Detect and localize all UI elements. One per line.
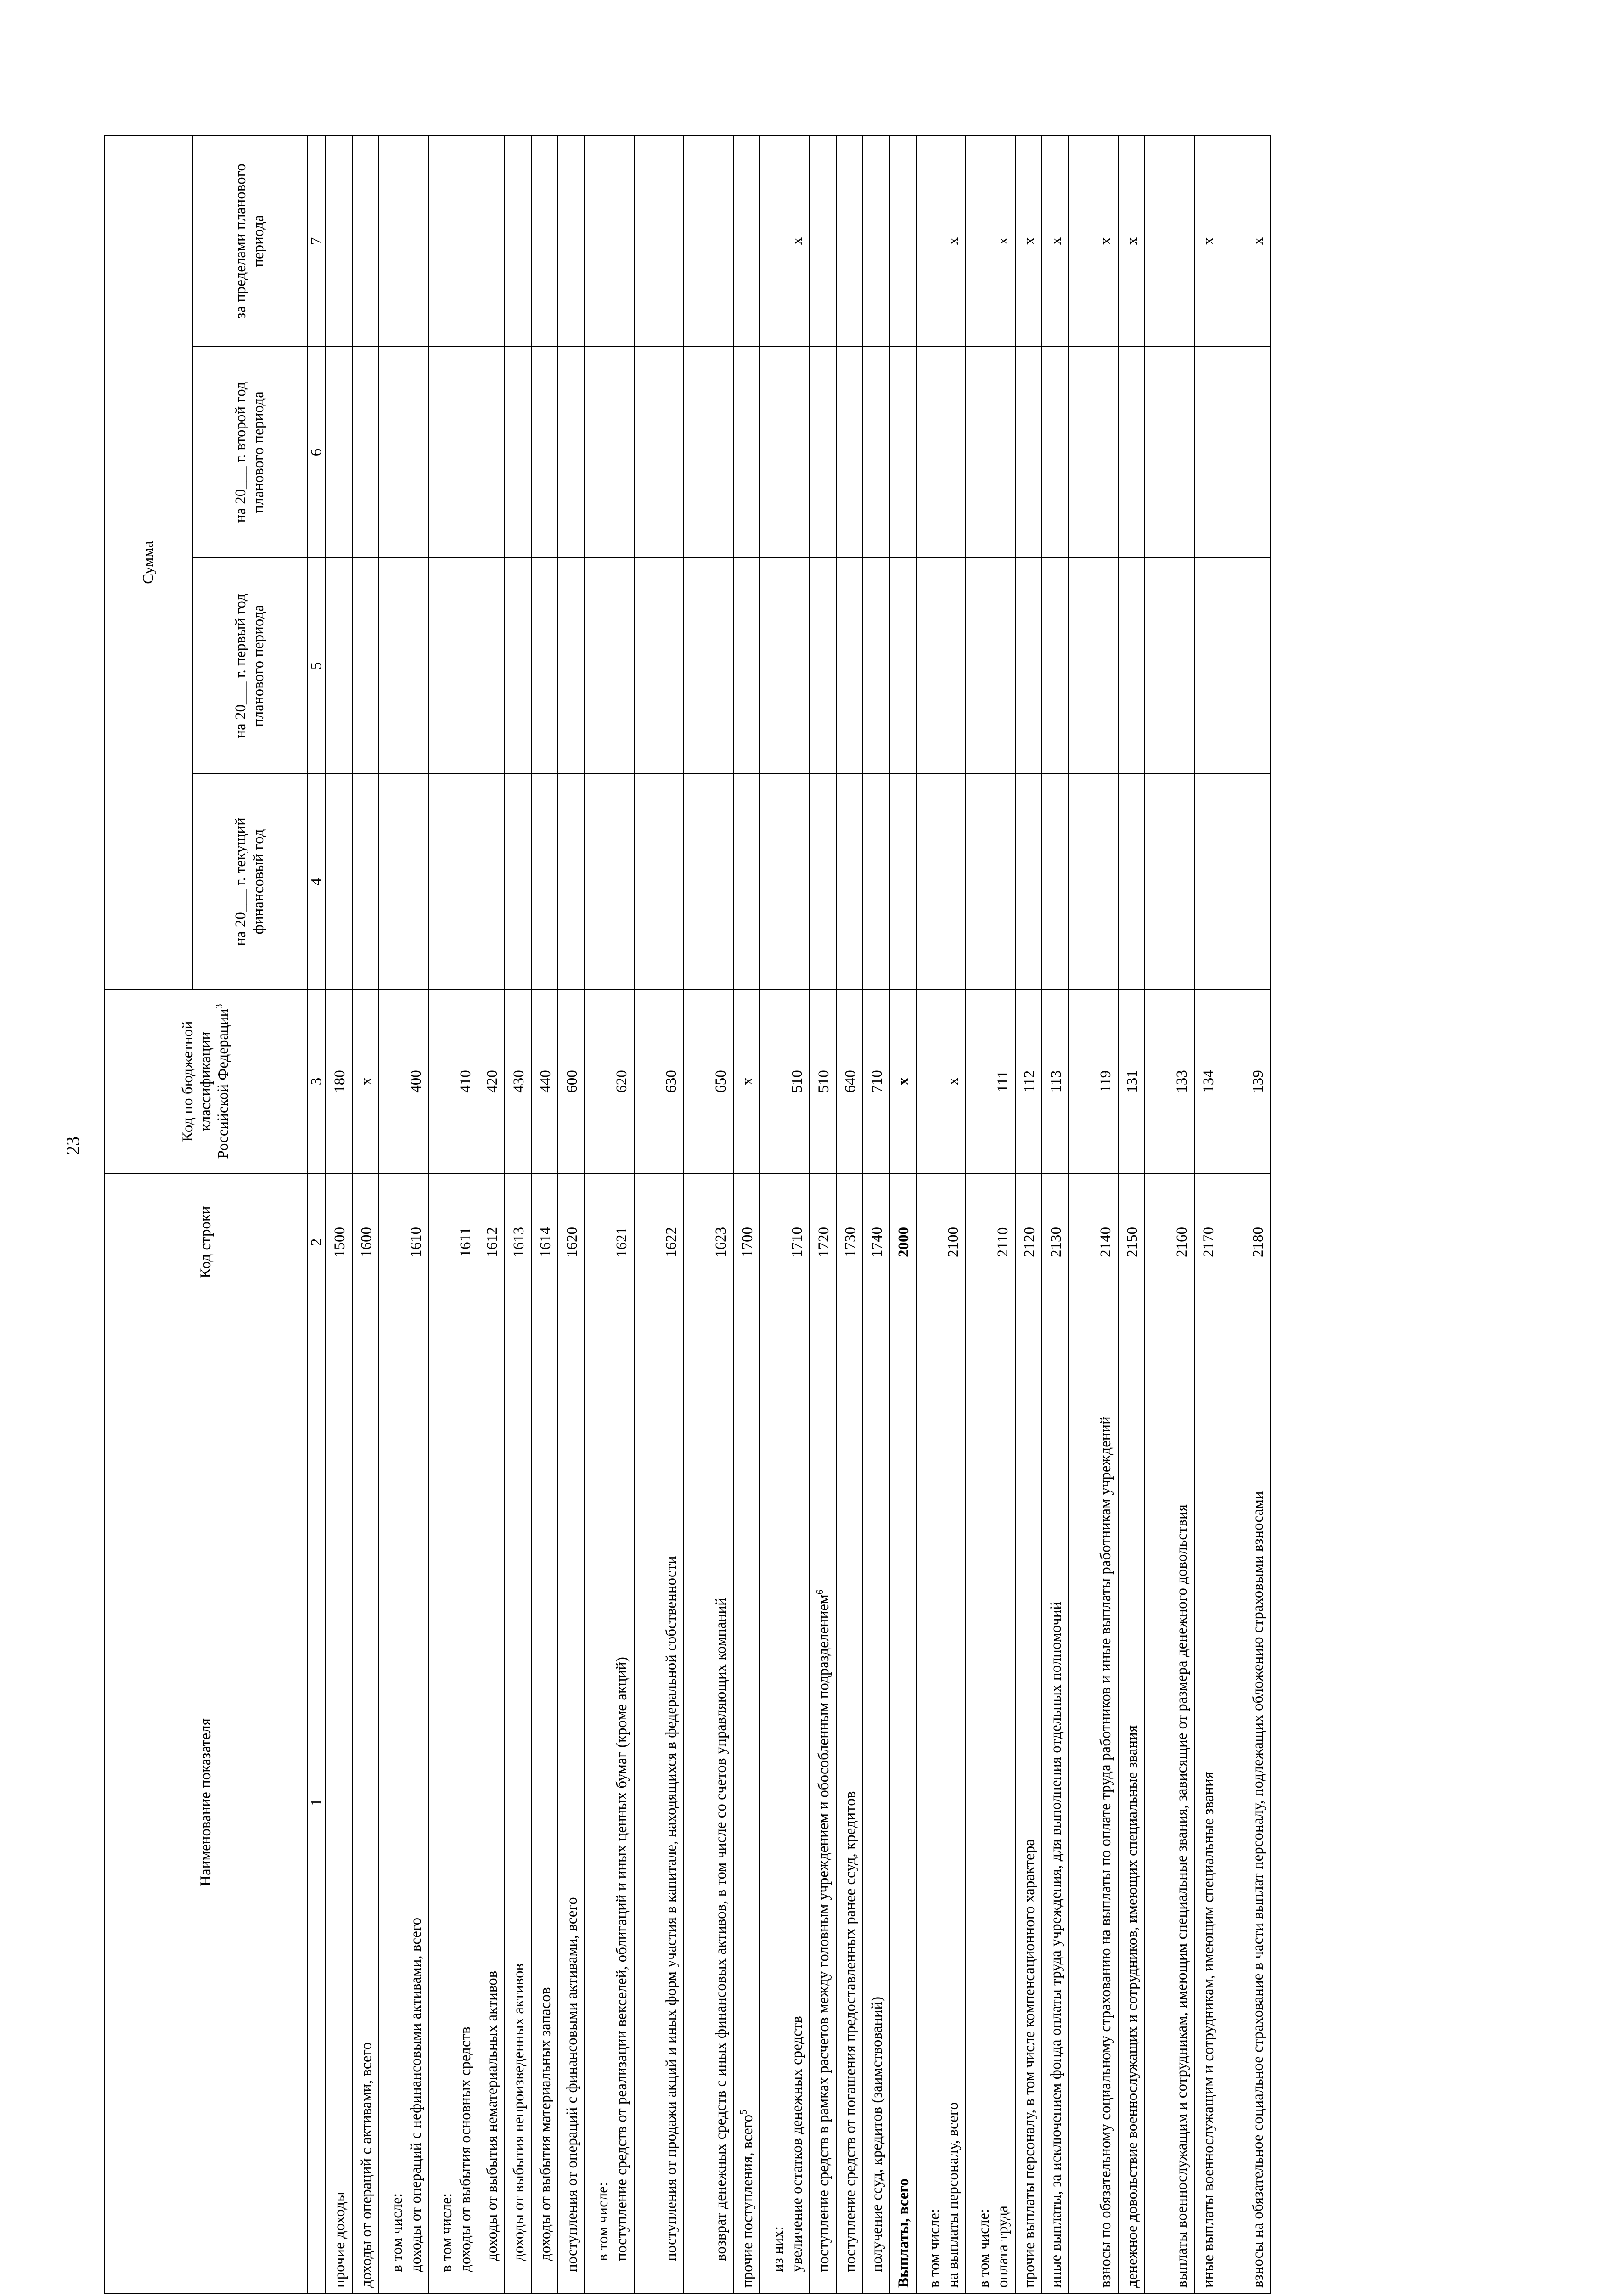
row-budget-code: 510 (810, 990, 836, 1173)
sum-beyond-plan: x (1042, 135, 1069, 347)
table-row (1145, 135, 1194, 2294)
row-line-code: 1730 (836, 1173, 863, 1311)
sum-second-plan-year (1042, 347, 1069, 558)
sum-beyond-plan: x (1015, 135, 1042, 347)
sum-beyond-plan (1145, 135, 1194, 347)
row-line-code: 1622 (634, 1173, 684, 1311)
row-indicator-name (684, 1311, 733, 2294)
header-beyond-plan: за пределами планового периода (192, 135, 307, 347)
sum-current-year (1118, 774, 1145, 990)
row-budget-code: 640 (836, 990, 863, 1173)
row-line-code: 1600 (352, 1173, 379, 1311)
row-line-code: 2100 (916, 1173, 966, 1311)
sum-first-plan-year (428, 558, 478, 774)
row-line-code: 1610 (379, 1173, 428, 1311)
row-budget-code: 113 (1042, 990, 1069, 1173)
row-name: поступление средств в рамках расчетов между головным учреждением и обособленным подразделением (816, 1594, 832, 2272)
sum-current-year (585, 774, 634, 990)
sum-current-year (1221, 774, 1271, 990)
sum-second-plan-year (684, 347, 733, 558)
sum-first-plan-year (863, 558, 889, 774)
sum-second-plan-year (505, 347, 531, 558)
sum-first-plan-year (889, 558, 916, 774)
row-line-code: 2170 (1194, 1173, 1221, 1311)
row-indicator-name (352, 1311, 379, 2294)
row-line-code: 1710 (760, 1173, 810, 1311)
header-second-plan-year: на 20___ г. второй год планового периода (192, 347, 307, 558)
sum-beyond-plan: x (966, 135, 1015, 347)
row-indicator-name (478, 1311, 505, 2294)
sum-first-plan-year (810, 558, 836, 774)
column-number: 5 (307, 558, 326, 774)
sum-first-plan-year (1015, 558, 1042, 774)
row-budget-code: 131 (1118, 990, 1145, 1173)
row-prefix: в том числе: (438, 2193, 455, 2272)
sum-current-year (1145, 774, 1194, 990)
sum-first-plan-year (379, 558, 428, 774)
row-line-code: 1621 (585, 1173, 634, 1311)
table-row (352, 135, 379, 2294)
sum-second-plan-year (1194, 347, 1221, 558)
sum-current-year (916, 774, 966, 990)
row-line-code: 2130 (1042, 1173, 1069, 1311)
row-indicator-name (916, 1311, 966, 2294)
row-indicator-name (863, 1311, 889, 2294)
row-name: Выплаты, всего (895, 2178, 912, 2288)
sum-second-plan-year (352, 347, 379, 558)
row-line-code: 2000 (889, 1173, 916, 1311)
table-row (733, 135, 760, 2294)
table-row (1015, 135, 1042, 2294)
sum-first-plan-year (585, 558, 634, 774)
sum-beyond-plan: x (1118, 135, 1145, 347)
sum-first-plan-year (531, 558, 558, 774)
row-budget-code: 400 (379, 990, 428, 1173)
sum-second-plan-year (326, 347, 352, 558)
table-row (558, 135, 585, 2294)
sum-beyond-plan (889, 135, 916, 347)
sum-second-plan-year (1118, 347, 1145, 558)
sum-first-plan-year (733, 558, 760, 774)
sum-beyond-plan (352, 135, 379, 347)
sum-beyond-plan: x (1194, 135, 1221, 347)
sum-second-plan-year (1069, 347, 1118, 558)
sum-beyond-plan: x (1221, 135, 1271, 347)
sum-current-year (352, 774, 379, 990)
sum-beyond-plan: x (1069, 135, 1118, 347)
row-name: увеличение остатков денежных средств (789, 2016, 806, 2272)
row-name: иные выплаты военнослужащим и сотрудникам, имеющим специальные звания (1200, 1772, 1217, 2288)
row-line-code: 1740 (863, 1173, 889, 1311)
row-line-code: 1614 (531, 1173, 558, 1311)
sum-current-year (733, 774, 760, 990)
sum-current-year (863, 774, 889, 990)
sum-second-plan-year (379, 347, 428, 558)
row-name: доходы от выбытия непроизведенных активов (511, 1963, 528, 2261)
row-name: поступления от операций с финансовыми активами, всего (564, 1897, 581, 2272)
table-row (326, 135, 352, 2294)
row-line-code: 1500 (326, 1173, 352, 1311)
sum-second-plan-year (634, 347, 684, 558)
sum-current-year (1015, 774, 1042, 990)
column-number: 1 (307, 1311, 326, 2294)
row-name: доходы от выбытия материальных запасов (537, 1987, 554, 2261)
sum-first-plan-year (1069, 558, 1118, 774)
footnote-marker: 5 (738, 2110, 749, 2115)
table-row (585, 135, 634, 2294)
row-budget-code: 111 (966, 990, 1015, 1173)
sum-first-plan-year (505, 558, 531, 774)
sum-beyond-plan (810, 135, 836, 347)
sum-first-plan-year (760, 558, 810, 774)
sum-second-plan-year (558, 347, 585, 558)
row-name: прочие поступления, всего (739, 2114, 756, 2288)
row-line-code: 2120 (1015, 1173, 1042, 1311)
row-name: доходы от выбытия основных средств (457, 2026, 474, 2272)
row-line-code: 1720 (810, 1173, 836, 1311)
row-line-code: 2110 (966, 1173, 1015, 1311)
row-indicator-name (889, 1311, 916, 2294)
sum-beyond-plan (634, 135, 684, 347)
row-name: прочие доходы (332, 2191, 349, 2288)
sum-first-plan-year (352, 558, 379, 774)
plan-table (104, 135, 1271, 2294)
row-indicator-name (760, 1311, 810, 2294)
header-budget-code: Код по бюджетной классификации Российской Федерации$^3$ (104, 990, 307, 1173)
row-budget-code: 134 (1194, 990, 1221, 1173)
row-line-code: 2180 (1221, 1173, 1271, 1311)
column-number: 4 (307, 774, 326, 990)
row-budget-code: x (733, 990, 760, 1173)
sum-second-plan-year (428, 347, 478, 558)
row-name: поступление средств от реализации векселей, облигаций и иных ценных бумаг (кроме акций) (613, 1657, 630, 2261)
row-prefix: в том числе: (594, 2182, 611, 2261)
row-name: выплаты военнослужащим и сотрудникам, имеющим специальные звания, зависящие от размера денежного довольствия (1174, 1504, 1191, 2288)
sum-first-plan-year (326, 558, 352, 774)
row-line-code: 2160 (1145, 1173, 1194, 1311)
sum-beyond-plan (478, 135, 505, 347)
sum-second-plan-year (889, 347, 916, 558)
sum-current-year (531, 774, 558, 990)
sum-current-year (684, 774, 733, 990)
table-row (684, 135, 733, 2294)
row-prefix: из них: (770, 2226, 787, 2272)
row-name: иные выплаты, за исключением фонда оплаты труда учреждения, для выполнения отдельных полномочий (1048, 1601, 1065, 2288)
row-name: на выплаты персоналу, всего (945, 2102, 962, 2288)
row-indicator-name (326, 1311, 352, 2294)
header-sum-group: Сумма (104, 135, 192, 990)
table-row (966, 135, 1015, 2294)
row-budget-code: 119 (1069, 990, 1118, 1173)
sum-second-plan-year (966, 347, 1015, 558)
sum-second-plan-year (810, 347, 836, 558)
table-row (379, 135, 428, 2294)
row-prefix: в том числе: (926, 2208, 943, 2288)
sum-first-plan-year (634, 558, 684, 774)
sum-beyond-plan (558, 135, 585, 347)
sum-first-plan-year (836, 558, 863, 774)
page-number: 23 (62, 1137, 83, 1155)
column-number: 3 (307, 990, 326, 1173)
sum-beyond-plan (585, 135, 634, 347)
row-line-code: 1611 (428, 1173, 478, 1311)
header-indicator-name: Наименование показателя (104, 1311, 307, 2294)
sum-beyond-plan: x (916, 135, 966, 347)
sum-first-plan-year (1145, 558, 1194, 774)
header-current-year: на 20___ г. текущий финансовый год (192, 774, 307, 990)
column-number: 6 (307, 347, 326, 558)
sum-first-plan-year (1118, 558, 1145, 774)
sum-current-year (1042, 774, 1069, 990)
sum-second-plan-year (836, 347, 863, 558)
row-budget-code: 139 (1221, 990, 1271, 1173)
sum-first-plan-year (966, 558, 1015, 774)
row-line-code: 2140 (1069, 1173, 1118, 1311)
sum-beyond-plan (379, 135, 428, 347)
row-indicator-name (379, 1311, 428, 2294)
row-name: прочие выплаты персоналу, в том числе компенсационного характера (1021, 1839, 1038, 2288)
row-indicator-name (733, 1311, 760, 2294)
row-indicator-name (966, 1311, 1015, 2294)
sum-beyond-plan (505, 135, 531, 347)
table-header (104, 135, 326, 2294)
table-row (760, 135, 810, 2294)
sum-second-plan-year (1015, 347, 1042, 558)
sum-second-plan-year (733, 347, 760, 558)
sum-current-year (836, 774, 863, 990)
sum-current-year (760, 774, 810, 990)
footnote-marker: 6 (814, 1589, 826, 1595)
row-name: денежное довольствие военнослужащих и сотрудников, имеющих специальные звания (1124, 1725, 1141, 2288)
row-indicator-name (428, 1311, 478, 2294)
sum-first-plan-year (558, 558, 585, 774)
row-indicator-name (1042, 1311, 1069, 2294)
row-name: доходы от операций с активами, всего (358, 2042, 375, 2288)
row-indicator-name (1118, 1311, 1145, 2294)
table-row (1194, 135, 1221, 2294)
table-row (916, 135, 966, 2294)
sum-current-year (558, 774, 585, 990)
row-prefix: в том числе: (975, 2208, 992, 2288)
sum-second-plan-year (585, 347, 634, 558)
sum-second-plan-year (1221, 347, 1271, 558)
row-budget-code: x (889, 990, 916, 1173)
sum-beyond-plan (733, 135, 760, 347)
table-row (1069, 135, 1118, 2294)
row-line-code: 1620 (558, 1173, 585, 1311)
sum-current-year (634, 774, 684, 990)
sum-current-year (966, 774, 1015, 990)
row-budget-code: 510 (760, 990, 810, 1173)
header-first-plan-year: на 20___ г. первый год планового периода (192, 558, 307, 774)
table-row (634, 135, 684, 2294)
sum-first-plan-year (684, 558, 733, 774)
sum-beyond-plan: x (760, 135, 810, 347)
table-row (810, 135, 836, 2294)
sum-current-year (326, 774, 352, 990)
row-line-code: 1613 (505, 1173, 531, 1311)
table-body (326, 135, 1271, 2294)
row-name: получение ссуд, кредитов (заимствований) (869, 1996, 886, 2272)
sum-beyond-plan (863, 135, 889, 347)
row-budget-code: 420 (478, 990, 505, 1173)
row-name: доходы от операций с нефинансовыми активами, всего (408, 1917, 425, 2272)
row-indicator-name (836, 1311, 863, 2294)
row-indicator-name (634, 1311, 684, 2294)
table-row (836, 135, 863, 2294)
table-row (1118, 135, 1145, 2294)
table-row (478, 135, 505, 2294)
table-row (428, 135, 478, 2294)
sum-beyond-plan (531, 135, 558, 347)
row-budget-code: 180 (326, 990, 352, 1173)
table-row (1221, 135, 1271, 2294)
sum-current-year (428, 774, 478, 990)
header-line-code: Код строки (104, 1173, 307, 1311)
row-budget-code: 440 (531, 990, 558, 1173)
row-indicator-name (505, 1311, 531, 2294)
row-line-code: 1623 (684, 1173, 733, 1311)
row-indicator-name (1069, 1311, 1118, 2294)
row-name: поступления от продажи акций и иных форм участия в капитале, находящихся в федеральной собственности (663, 1556, 680, 2261)
row-indicator-name (810, 1311, 836, 2294)
row-indicator-name (1145, 1311, 1194, 2294)
sum-current-year (810, 774, 836, 990)
row-prefix: в том числе: (388, 2193, 405, 2272)
row-budget-code: x (916, 990, 966, 1173)
sum-first-plan-year (1194, 558, 1221, 774)
row-budget-code: 620 (585, 990, 634, 1173)
row-name: взносы на обязательное социальное страхование в части выплат персоналу, подлежащих обложению страховыми взносами (1250, 1491, 1267, 2288)
row-indicator-name (585, 1311, 634, 2294)
row-name: оплата труда (995, 2206, 1012, 2288)
row-budget-code: 650 (684, 990, 733, 1173)
row-indicator-name (1015, 1311, 1042, 2294)
sum-beyond-plan (684, 135, 733, 347)
column-number: 2 (307, 1173, 326, 1311)
sum-current-year (1194, 774, 1221, 990)
table-row (863, 135, 889, 2294)
sum-beyond-plan (836, 135, 863, 347)
row-line-code: 1700 (733, 1173, 760, 1311)
row-indicator-name (1194, 1311, 1221, 2294)
table-row (505, 135, 531, 2294)
row-budget-code: 133 (1145, 990, 1194, 1173)
row-name: поступление средств от погашения предоставленных ранее ссуд, кредитов (842, 1791, 859, 2272)
sum-first-plan-year (916, 558, 966, 774)
sum-second-plan-year (916, 347, 966, 558)
sum-current-year (478, 774, 505, 990)
column-number-row (307, 135, 326, 2294)
table-row (1042, 135, 1069, 2294)
row-budget-code: 710 (863, 990, 889, 1173)
row-budget-code: 430 (505, 990, 531, 1173)
sum-first-plan-year (1042, 558, 1069, 774)
sum-current-year (379, 774, 428, 990)
row-indicator-name (558, 1311, 585, 2294)
row-budget-code: 410 (428, 990, 478, 1173)
row-indicator-name (531, 1311, 558, 2294)
sum-second-plan-year (531, 347, 558, 558)
sum-beyond-plan (428, 135, 478, 347)
sum-beyond-plan (326, 135, 352, 347)
sum-current-year (889, 774, 916, 990)
sum-current-year (1069, 774, 1118, 990)
sum-second-plan-year (1145, 347, 1194, 558)
table-row (531, 135, 558, 2294)
row-name: взносы по обязательному социальному страхованию на выплаты по оплате труда работников и иные выплаты работникам учреждений (1097, 1416, 1114, 2288)
column-number: 7 (307, 135, 326, 347)
sum-second-plan-year (863, 347, 889, 558)
rotated-report-sheet (104, 136, 1325, 2294)
row-budget-code: 630 (634, 990, 684, 1173)
sum-first-plan-year (1221, 558, 1271, 774)
row-line-code: 2150 (1118, 1173, 1145, 1311)
row-name: доходы от выбытия нематериальных активов (484, 1970, 501, 2261)
row-indicator-name (1221, 1311, 1271, 2294)
sum-second-plan-year (760, 347, 810, 558)
row-budget-code: 600 (558, 990, 585, 1173)
row-name: возврат денежных средств с иных финансовых активов, в том числе со счетов управляющих компаний (713, 1598, 730, 2261)
row-line-code: 1612 (478, 1173, 505, 1311)
row-budget-code: 112 (1015, 990, 1042, 1173)
table-row (889, 135, 916, 2294)
sum-second-plan-year (478, 347, 505, 558)
row-budget-code: x (352, 990, 379, 1173)
sum-current-year (505, 774, 531, 990)
sum-first-plan-year (478, 558, 505, 774)
